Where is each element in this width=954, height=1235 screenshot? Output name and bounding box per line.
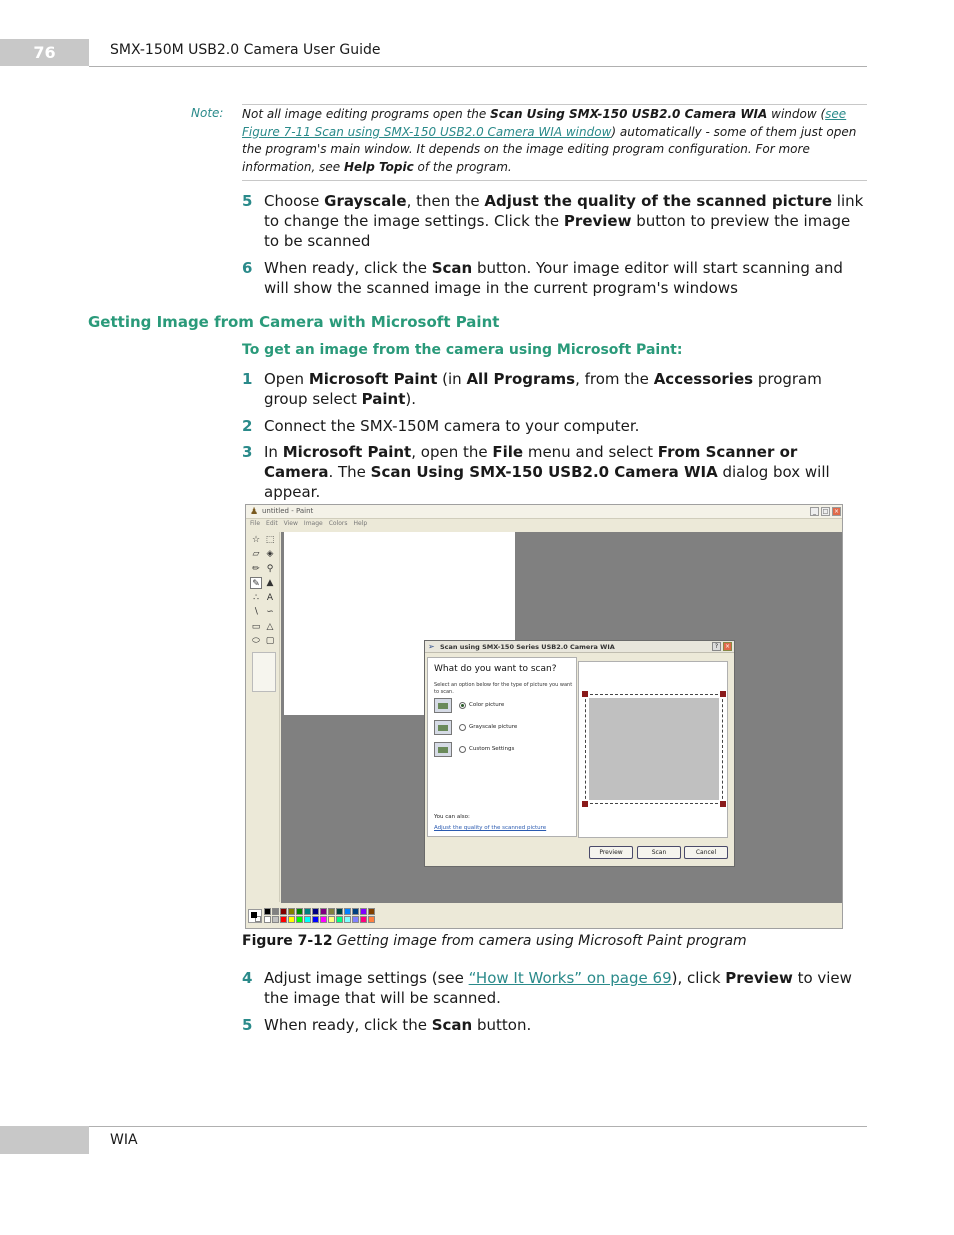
menu-view[interactable]: View: [283, 520, 298, 527]
step-text-run: , open the: [411, 443, 493, 461]
grayscale-picture-radio[interactable]: [459, 724, 466, 731]
text-tool-icon[interactable]: A: [266, 593, 274, 603]
step-text-run: When ready, click the: [264, 259, 432, 277]
crop-handle[interactable]: [720, 801, 726, 807]
step-text-run: When ready, click the: [264, 1016, 432, 1034]
menu-file[interactable]: File: [250, 520, 261, 527]
palette-swatch[interactable]: [304, 916, 311, 923]
paint-window-screenshot: [245, 504, 843, 929]
palette-swatch[interactable]: [312, 908, 319, 915]
palette-swatch[interactable]: [312, 916, 319, 923]
figure-caption: [242, 933, 747, 949]
paint-title-bar: [246, 505, 843, 519]
custom-settings-icon: [434, 742, 452, 757]
caption-text: Getting image from camera using Microsoft Paint program: [336, 933, 747, 949]
palette-swatch[interactable]: [352, 916, 359, 923]
custom-settings-label: Custom Settings: [469, 746, 515, 752]
step-text-bold: Preview: [725, 969, 793, 987]
dialog-title: Scan using SMX-150 Series USB2.0 Camera WIA: [440, 643, 615, 651]
step-number: 1: [242, 370, 253, 388]
close-icon[interactable]: ×: [833, 508, 840, 515]
dialog-question: What do you want to scan?: [434, 664, 557, 674]
step-item: [242, 968, 867, 1008]
footer-band: [0, 1126, 89, 1154]
paint-app-icon: ♟: [250, 507, 259, 517]
how-it-works-link[interactable]: “How It Works” on page 69: [468, 969, 672, 987]
footer-rule: [89, 1126, 867, 1127]
step-text-run: Choose: [264, 192, 325, 210]
step-item: [242, 258, 867, 298]
foreground-color: [251, 912, 257, 918]
dialog-close-icon[interactable]: ×: [724, 643, 731, 650]
step-text-bold: File: [492, 443, 524, 461]
grayscale-picture-icon: [434, 720, 452, 735]
preview-button[interactable]: Preview: [589, 846, 633, 859]
maximize-icon[interactable]: □: [822, 508, 829, 515]
palette-swatch[interactable]: [304, 908, 311, 915]
canvas-area: [281, 532, 842, 903]
scan-button[interactable]: Scan: [637, 846, 681, 859]
paint-title: untitled - Paint: [262, 507, 314, 515]
palette-swatch[interactable]: [296, 916, 303, 923]
preview-frame[interactable]: [585, 694, 723, 804]
palette-swatch[interactable]: [336, 908, 343, 915]
page-number: 76: [33, 43, 56, 62]
rounded-rect-icon[interactable]: ▢: [265, 636, 275, 646]
window-buttons: [810, 507, 841, 517]
step-text: [264, 416, 867, 436]
step-item: [242, 1015, 867, 1035]
step-text-bold: All Programs: [466, 370, 576, 388]
step-text-run: dialog box will appear.: [264, 463, 830, 501]
step-text: [264, 968, 867, 1008]
menu-help[interactable]: Help: [353, 520, 368, 527]
curve-icon[interactable]: ∽: [266, 607, 274, 617]
line-icon[interactable]: ∖: [253, 607, 259, 617]
palette-swatch[interactable]: [344, 908, 351, 915]
step-text-bold: Scan: [431, 1016, 473, 1034]
step-text-run: ).: [405, 390, 417, 408]
note-body: [242, 106, 862, 176]
scanner-icon: ➢: [428, 642, 435, 651]
palette-swatch[interactable]: [368, 916, 375, 923]
step-text-run: to view the image that will be scanned.: [264, 969, 852, 1007]
procedure-heading: To get an image from the camera using Microsoft Paint:: [242, 342, 683, 358]
help-icon[interactable]: ?: [712, 642, 721, 651]
step-item: [242, 416, 867, 436]
palette-swatch[interactable]: [264, 916, 271, 923]
step-text: [264, 442, 867, 502]
step-text-run: , from the: [575, 370, 654, 388]
magnifier-icon[interactable]: ⚲: [266, 564, 274, 574]
dialog-title-bar: [425, 641, 734, 653]
step-text-run: . The: [328, 463, 371, 481]
step-number: 6: [242, 259, 253, 277]
step-text-run: button. Your image editor will start scanning and will show the scanned image in the current program's windows: [264, 259, 843, 297]
step-text: [264, 258, 867, 298]
note-bold: Help Topic: [343, 159, 414, 174]
note-rule-bottom: [242, 180, 867, 181]
menu-colors[interactable]: Colors: [328, 520, 348, 527]
step-text-bold: From Scanner or Camera: [264, 443, 798, 481]
note-text: Not all image editing programs open the: [242, 107, 491, 121]
step-number: 4: [242, 969, 253, 987]
rectangle-icon[interactable]: ▭: [251, 622, 261, 632]
tool-options-box: [252, 652, 276, 692]
palette-swatch[interactable]: [320, 916, 327, 923]
free-select-icon[interactable]: ☆: [251, 535, 261, 545]
step-text-bold: Grayscale: [324, 192, 407, 210]
step-text-run: In: [264, 443, 283, 461]
palette-swatch[interactable]: [368, 908, 375, 915]
polygon-icon[interactable]: △: [266, 622, 274, 632]
step-text-run: , then the: [406, 192, 485, 210]
custom-settings-radio[interactable]: [459, 746, 466, 753]
step-text-run: Open: [264, 370, 309, 388]
step-text-run: menu and select: [523, 443, 658, 461]
step-text-bold: Preview: [563, 212, 632, 230]
note-text: ) automatically - some of them just open the program's main window. It depends on the image editing program configuration. For more information, see: [242, 124, 857, 174]
palette-swatch[interactable]: [360, 916, 367, 923]
eraser-icon[interactable]: ▱: [252, 549, 260, 559]
ellipse-icon[interactable]: ⬭: [252, 636, 260, 646]
footer-text: WIA: [110, 1132, 138, 1148]
step-text-run: Connect the SMX-150M camera to your computer.: [264, 417, 640, 435]
step-text-run: program group select: [264, 370, 822, 408]
step-text-bold: Accessories: [653, 370, 754, 388]
note-text: of the program.: [413, 159, 512, 174]
palette-swatch[interactable]: [288, 908, 295, 915]
step-text: [264, 191, 867, 251]
step-number: 5: [242, 1016, 253, 1034]
color-picker-icon[interactable]: ✏: [252, 564, 260, 574]
fill-icon[interactable]: ◈: [266, 549, 274, 559]
menu-image[interactable]: Image: [303, 520, 323, 527]
header-rule: [89, 66, 867, 67]
step-item: [242, 369, 867, 409]
rect-select-icon[interactable]: ⬚: [265, 535, 275, 545]
palette-swatch[interactable]: [280, 916, 287, 923]
step-text-run: (in: [437, 370, 467, 388]
grayscale-picture-label: Grayscale picture: [469, 724, 518, 730]
pencil-icon[interactable]: ✎: [250, 577, 262, 589]
crop-handle[interactable]: [720, 691, 726, 697]
palette-swatch[interactable]: [328, 916, 335, 923]
palette-swatch[interactable]: [344, 916, 351, 923]
preview-panel: [578, 661, 728, 838]
palette-swatch[interactable]: [296, 908, 303, 915]
scan-dialog: [424, 640, 735, 867]
airbrush-icon[interactable]: ∴: [253, 593, 259, 603]
current-colors: [248, 909, 262, 923]
palette-swatch[interactable]: [360, 908, 367, 915]
note-bold: Scan Using SMX-150 USB2.0 Camera WIA: [490, 107, 768, 121]
paint-menu-bar: [250, 520, 367, 530]
crop-handle[interactable]: [582, 801, 588, 807]
cancel-button[interactable]: Cancel: [684, 846, 728, 859]
step-text-run: Adjust image settings (see: [264, 969, 469, 987]
step-text-bold: Scan Using SMX-150 USB2.0 Camera WIA: [370, 463, 718, 481]
step-text: [264, 1015, 867, 1035]
palette-swatch[interactable]: [264, 908, 271, 915]
palette-swatch[interactable]: [272, 916, 279, 923]
step-text-bold: Microsoft Paint: [308, 370, 438, 388]
step-text-run: button.: [472, 1016, 532, 1034]
step-text: [264, 369, 867, 409]
palette-swatch[interactable]: [280, 908, 287, 915]
you-can-also-label: You can also:: [434, 814, 470, 820]
crop-handle[interactable]: [582, 691, 588, 697]
adjust-quality-link[interactable]: Adjust the quality of the scanned picture: [434, 825, 547, 831]
note-label: Note:: [191, 106, 224, 120]
step-text-bold: Scan: [431, 259, 473, 277]
step-number: 2: [242, 417, 253, 435]
step-item: [242, 442, 867, 502]
palette-swatch[interactable]: [328, 908, 335, 915]
step-text-run: ), click: [671, 969, 726, 987]
step-text-run: button to preview the image to be scanned: [264, 212, 851, 250]
color-picture-label: Color picture: [469, 702, 505, 708]
minimize-icon[interactable]: _: [810, 507, 819, 516]
paint-toolbox: [248, 532, 280, 902]
step-text-bold: Paint: [361, 390, 406, 408]
step-number: 3: [242, 443, 253, 461]
color-picture-radio[interactable]: [459, 702, 466, 709]
color-picture-icon: [434, 698, 452, 713]
dialog-description: Select an option below for the type of picture you want to scan.: [434, 682, 573, 695]
menu-edit[interactable]: Edit: [266, 520, 278, 527]
palette-swatch[interactable]: [272, 908, 279, 915]
section-heading: Getting Image from Camera with Microsoft Paint: [88, 313, 500, 331]
palette-swatch[interactable]: [288, 916, 295, 923]
palette-swatch[interactable]: [320, 908, 327, 915]
step-text-bold: Adjust the quality of the scanned picture: [484, 192, 833, 210]
brush-icon[interactable]: ▲: [266, 578, 274, 588]
preview-image: [589, 698, 719, 800]
document-title: SMX-150M USB2.0 Camera User Guide: [110, 42, 381, 58]
figure-reference-link[interactable]: see Figure 7-11 Scan using SMX-150 USB2.0 Camera WIA window: [242, 107, 847, 139]
step-text-bold: Microsoft Paint: [282, 443, 412, 461]
palette-swatch[interactable]: [336, 916, 343, 923]
note-rule-top: [242, 104, 867, 105]
step-number: 5: [242, 192, 253, 210]
note-text: window (: [767, 107, 826, 121]
step-item: [242, 191, 867, 251]
palette-swatch[interactable]: [352, 908, 359, 915]
scan-options-panel: [427, 657, 577, 837]
step-text-run: link to change the image settings. Click the: [264, 192, 864, 230]
caption-label: Figure 7-12: [242, 933, 333, 949]
